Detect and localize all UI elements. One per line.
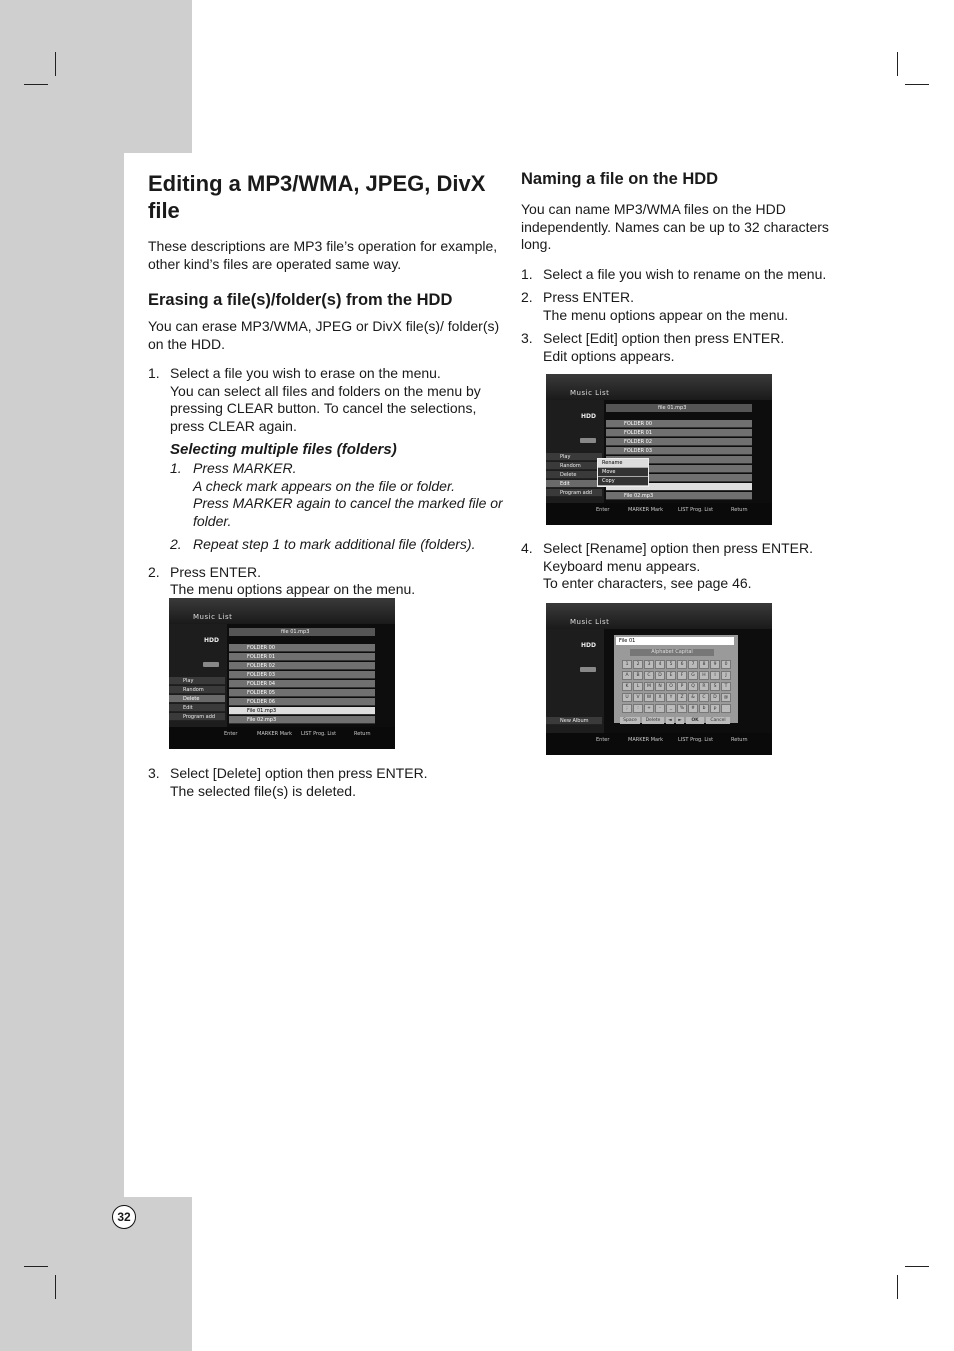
step-text: To enter characters, see page 46. xyxy=(543,575,752,591)
keyboard-key: 4 xyxy=(655,660,665,669)
keyboard-key: C xyxy=(644,671,654,680)
substep-1 xyxy=(148,460,504,530)
keyboard-key: D xyxy=(710,693,720,702)
hdd-badge xyxy=(203,662,219,667)
step-text: The selected file(s) is deleted. xyxy=(170,782,356,799)
intro-text: These descriptions are MP3 file’s operation for example, other kind’s files are operated same way. xyxy=(148,238,498,272)
naming-step-1 xyxy=(521,266,851,284)
naming-step-4 xyxy=(521,540,873,593)
step-text: Press MARKER again to cancel the marked file or folder. xyxy=(193,495,503,529)
right-column xyxy=(521,170,851,371)
popup-item: Move xyxy=(598,468,648,477)
cancel-key: Cancel xyxy=(706,717,730,724)
erase-step-3 xyxy=(148,765,526,800)
menu-item: Delete xyxy=(546,471,602,479)
foot-return: Return xyxy=(354,731,371,737)
keyboard-key: J xyxy=(721,671,731,680)
keyboard-key: p xyxy=(710,704,720,713)
step-text: Press ENTER. xyxy=(543,289,635,305)
hdd-label: HDD xyxy=(581,413,596,420)
delete-key: Delete xyxy=(642,717,664,724)
list-item: FOLDER 03 xyxy=(606,447,752,455)
list-item: FOLDER 00 xyxy=(229,644,375,652)
step-text: Select [Delete] option then press ENTER. xyxy=(170,765,428,781)
screen-title: Music List xyxy=(570,618,610,626)
screenshot-edit-menu xyxy=(546,374,772,525)
menu-item: Program add xyxy=(546,489,602,497)
keyboard-key: R xyxy=(699,682,709,691)
keyboard-key: 2 xyxy=(633,660,643,669)
crop-mark xyxy=(897,1275,898,1299)
screenshot-delete-menu xyxy=(169,598,395,749)
page-number: 32 xyxy=(112,1205,136,1229)
list-item-selected: File 01.mp3 xyxy=(229,707,375,715)
margin-band-left xyxy=(0,0,124,1351)
foot-return: Return xyxy=(731,737,748,743)
keyboard-key: F xyxy=(677,671,687,680)
keyboard-key: D xyxy=(655,671,665,680)
keyboard-key: 9 xyxy=(710,660,720,669)
menu-item: Random xyxy=(546,462,602,470)
foot-mark: MARKER Mark xyxy=(628,737,664,743)
path-bar: file 01.mp3 xyxy=(229,628,375,636)
keyboard-key: I xyxy=(710,671,720,680)
erase-heading: Erasing a file(s)/folder(s) from the HDD xyxy=(148,291,453,309)
step-text: Keyboard menu appears. xyxy=(543,557,701,574)
foot-enter: Enter xyxy=(224,731,238,737)
list-item: FOLDER 03 xyxy=(229,671,375,679)
step-number: 4. xyxy=(521,540,533,556)
crop-mark xyxy=(905,84,929,85)
left-column xyxy=(148,170,504,605)
space-key: Space xyxy=(620,717,640,724)
foot-mark: MARKER Mark xyxy=(257,731,293,737)
menu-item-selected: Edit xyxy=(546,480,602,488)
keyboard-key: W xyxy=(644,693,654,702)
step-text: The menu options appear on the menu. xyxy=(543,306,789,323)
screen-footer xyxy=(546,733,772,755)
screen-header xyxy=(546,374,772,400)
list-item: FOLDER 01 xyxy=(229,653,375,661)
keyboard-key: 7 xyxy=(688,660,698,669)
keyboard-key: Z xyxy=(677,693,687,702)
screen-footer xyxy=(169,727,395,749)
popup-item: Copy xyxy=(598,477,648,486)
screen-footer xyxy=(546,503,772,525)
keyboard-key: 5 xyxy=(666,660,676,669)
step-text: The menu options appear on the menu. xyxy=(170,581,416,597)
keyboard-key: N xyxy=(655,682,665,691)
keyboard-key: X xyxy=(655,693,665,702)
keyboard-key: _ xyxy=(666,704,676,713)
page-title: Editing a MP3/WMA, JPEG, DivX file xyxy=(148,171,486,223)
foot-mark: MARKER Mark xyxy=(628,507,664,513)
list-item: File 02.mp3 xyxy=(606,492,752,500)
keyboard-key: S xyxy=(710,682,720,691)
menu-item: New Album xyxy=(546,717,602,725)
foot-enter: Enter xyxy=(596,507,610,513)
ok-key: OK xyxy=(686,717,704,724)
list-item: FOLDER 04 xyxy=(229,680,375,688)
list-item: File 02.mp3 xyxy=(229,716,375,724)
keyboard-panel xyxy=(614,635,738,723)
crop-mark xyxy=(24,1266,48,1267)
step-text: You can select all files and folders on the menu by pressing CLEAR button. To cancel the selections, press CLEAR again. xyxy=(170,382,481,434)
step-number: 1. xyxy=(170,460,182,476)
keyboard-key: - xyxy=(655,704,665,713)
step-text: Select a file you wish to erase on the menu. xyxy=(170,365,441,381)
keyboard-key: H xyxy=(699,671,709,680)
keyboard-key xyxy=(721,704,731,713)
keyboard-key: @ xyxy=(721,693,731,702)
keyboard-key: % xyxy=(677,704,687,713)
foot-enter: Enter xyxy=(596,737,610,743)
keyboard-key: b xyxy=(699,704,709,713)
crop-mark xyxy=(905,1266,929,1267)
erase-intro: You can erase MP3/WMA, JPEG or DivX file(s)/ folder(s) on the HDD. xyxy=(148,318,500,352)
menu-item: Program add xyxy=(169,713,225,721)
keyboard-key: M xyxy=(644,682,654,691)
step-number: 3. xyxy=(148,765,160,781)
menu-item: Random xyxy=(169,686,225,694)
naming-step-3 xyxy=(521,330,851,365)
step-text: Edit options appears. xyxy=(543,347,675,364)
screen-header xyxy=(546,603,772,629)
naming-intro: You can name MP3/WMA files on the HDD independently. Names can be up to 32 characters long. xyxy=(521,201,829,252)
keyboard-key: T xyxy=(721,682,731,691)
menu-item: Play xyxy=(546,453,602,461)
path-bar: file 01.mp3 xyxy=(606,404,752,412)
keyboard-key: A xyxy=(622,671,632,680)
foot-list: LIST Prog. List xyxy=(678,737,714,743)
screen-left-pane xyxy=(546,400,604,503)
step-text: Press MARKER. xyxy=(193,460,297,476)
screen-left-pane xyxy=(546,629,604,733)
keyboard-key: # xyxy=(688,704,698,713)
keyboard-key: 1 xyxy=(622,660,632,669)
keyboard-key: + xyxy=(644,704,654,713)
screen-title: Music List xyxy=(570,389,610,397)
file-list xyxy=(229,628,375,725)
keyboard-key: K xyxy=(622,682,632,691)
crop-mark xyxy=(55,1275,56,1299)
foot-return: Return xyxy=(731,507,748,513)
screen-header xyxy=(169,598,395,624)
list-item: FOLDER 01 xyxy=(606,429,752,437)
keyboard-key: U xyxy=(622,693,632,702)
crop-mark xyxy=(897,52,898,76)
screen-title: Music List xyxy=(193,613,233,621)
step-number: 2. xyxy=(521,289,533,305)
list-item: FOLDER 00 xyxy=(606,420,752,428)
list-item: FOLDER 02 xyxy=(229,662,375,670)
hdd-label: HDD xyxy=(204,637,219,644)
hdd-badge xyxy=(580,438,596,443)
step-text: A check mark appears on the file or folder. xyxy=(193,477,455,494)
keyboard-key: 3 xyxy=(644,660,654,669)
screen-left-pane xyxy=(169,624,227,727)
step-text: Select a file you wish to rename on the menu. xyxy=(543,265,827,282)
hdd-label: HDD xyxy=(581,642,596,649)
keyboard-key: 8 xyxy=(699,660,709,669)
keyboard-key: V xyxy=(633,693,643,702)
keyboard-key: 6 xyxy=(677,660,687,669)
keyboard-key: C xyxy=(699,693,709,702)
erase-step-2 xyxy=(148,564,504,599)
screenshot-keyboard-menu xyxy=(546,603,772,755)
naming-heading: Naming a file on the HDD xyxy=(521,170,719,188)
keyboard-key: & xyxy=(688,693,698,702)
subsection-heading: Selecting multiple files (folders) xyxy=(170,441,397,458)
step-text: Select [Rename] option then press ENTER. xyxy=(543,540,814,556)
menu-item: Play xyxy=(169,677,225,685)
step-text: Press ENTER. xyxy=(170,563,262,580)
step-number: 2. xyxy=(148,563,160,580)
list-item: FOLDER 05 xyxy=(229,689,375,697)
keyboard-key: E xyxy=(666,671,676,680)
step-number: 2. xyxy=(170,536,182,552)
step-number: 1. xyxy=(148,365,160,381)
keyboard-key: Q xyxy=(688,682,698,691)
name-field: File 01 xyxy=(616,637,734,645)
erase-step-1 xyxy=(148,365,504,435)
list-item: FOLDER 02 xyxy=(606,438,752,446)
substep-2 xyxy=(148,536,504,554)
right-arrow-key: ► xyxy=(676,717,684,724)
step-text: Repeat step 1 to mark additional file (folders). xyxy=(193,536,476,552)
crop-mark xyxy=(24,84,48,85)
menu-item-selected: Delete xyxy=(169,695,225,703)
step-number: 1. xyxy=(521,265,533,282)
keyboard-key: L xyxy=(633,682,643,691)
keyboard-key: P xyxy=(677,682,687,691)
keyboard-key: ; xyxy=(622,704,632,713)
naming-step-2 xyxy=(521,289,851,324)
edit-popup xyxy=(597,458,649,487)
step-number: 3. xyxy=(521,330,533,346)
keyboard-key: B xyxy=(633,671,643,680)
keyboard-key: O xyxy=(666,682,676,691)
keyboard-key: Y xyxy=(666,693,676,702)
list-item: FOLDER 06 xyxy=(229,698,375,706)
keyboard-key: G xyxy=(688,671,698,680)
menu-item: Edit xyxy=(169,704,225,712)
margin-band-bottom xyxy=(0,1197,192,1351)
hdd-badge xyxy=(580,667,596,672)
keyboard-key: : xyxy=(633,704,643,713)
left-arrow-key: ◄ xyxy=(666,717,674,724)
popup-item-selected: Rename xyxy=(598,459,648,468)
keyboard-key: 0 xyxy=(721,660,731,669)
foot-list: LIST Prog. List xyxy=(301,731,337,737)
keyboard-mode: Alphabet Capital xyxy=(630,649,714,656)
foot-list: LIST Prog. List xyxy=(678,507,714,513)
step-text: Select [Edit] option then press ENTER. xyxy=(543,330,785,346)
crop-mark xyxy=(55,52,56,76)
